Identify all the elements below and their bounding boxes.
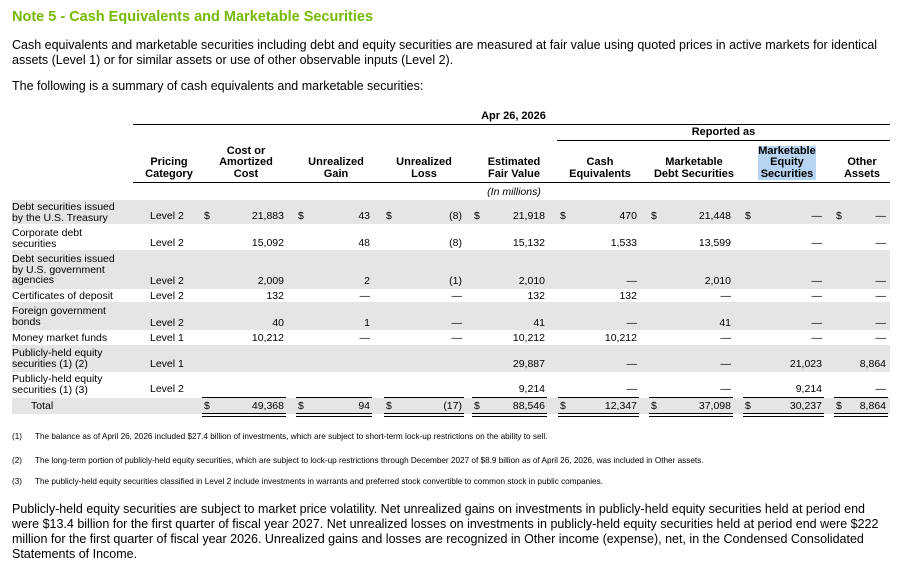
pricing-category-cell: Level 2 [150,275,184,287]
gain-cell: 43 [358,210,370,222]
footnote [12,432,547,442]
units-label: (In millions) [487,186,541,198]
total-double-rule [296,413,372,417]
pricing-category-cell: Level 2 [150,317,184,329]
mds-cell: 21,448 [698,210,731,222]
loss-cell: (8) [449,210,462,222]
col-header-fair-value: Estimated Fair Value [487,156,541,180]
fair-cell: 132 [527,290,545,302]
total-double-rule [202,413,286,417]
currency-symbol: $ [386,400,392,412]
col-header-marketable-equity[interactable]: Marketable Equity Securities [758,144,816,180]
fair-cell: 9,214 [518,383,545,395]
currency-symbol: $ [651,400,657,412]
total-mes-cell: 30,237 [789,400,822,412]
total-double-rule [558,413,639,417]
fair-cell: 21,918 [512,210,545,222]
currency-symbol: $ [836,210,842,222]
fair-cell: 41 [533,317,545,329]
other-cell: — [875,275,886,287]
currency-symbol: $ [560,400,566,412]
footnote-number: (2) [12,456,23,465]
cost-cell: 21,883 [251,210,284,222]
total-double-rule [834,413,888,417]
other-cell: — [875,383,886,395]
currency-symbol: $ [560,210,566,222]
gain-cell: — [359,332,370,344]
cost-cell: 2,009 [257,275,284,287]
mes-cell: — [811,332,822,344]
row-label: Debt securities issued by U.S. government agencies [12,253,115,286]
pricing-category-cell: Level 2 [150,210,184,222]
mes-cell: — [811,290,822,302]
total-gain-cell: 94 [358,400,370,412]
cash-cell: 470 [619,210,637,222]
gain-cell: — [359,290,370,302]
cash-cell: — [626,317,637,329]
subtotal-rule [649,397,733,398]
total-mds-cell: 37,098 [698,400,731,412]
subtotal-rule [834,397,888,398]
reported-as-rule [557,140,890,141]
other-cell: — [875,317,886,329]
mes-cell: — [811,237,822,249]
total-cash-cell: 12,347 [604,400,637,412]
cash-cell: — [626,358,637,370]
other-cell: 8,864 [859,358,886,370]
mds-cell: — [720,383,731,395]
footnote-number: (1) [12,432,23,441]
other-cell: — [875,237,886,249]
mes-cell: 21,023 [789,358,822,370]
row-label: Foreign government bonds [12,305,106,328]
subtotal-rule [743,397,824,398]
mes-cell: — [811,317,822,329]
other-cell: — [875,332,886,344]
subtotal-rule [384,397,464,398]
mds-cell: 13,599 [698,237,731,249]
note-title: Note 5 - Cash Equivalents and Marketable Securities [12,9,374,25]
cost-cell: 15,092 [251,237,284,249]
footnote-text: The publicly-held equity securities classified in Level 2 include investments in warrants and preferred stock convertible to common stock in public companies. [35,477,603,486]
footnote-text: The balance as of April 26, 2026 included $27.4 billion of investments, which are subject to short-term lock-up restrictions on the ability to sell. [35,432,548,441]
row-label: Money market funds [12,332,108,344]
loss-cell: — [451,332,462,344]
subtotal-rule [296,397,372,398]
mes-cell: 9,214 [795,383,822,395]
header-rule [133,124,890,125]
other-cell: — [875,210,886,222]
pricing-category-cell: Level 2 [150,383,184,395]
date-header: Apr 26, 2026 [481,110,546,122]
footnote-text: The long-term portion of publicly-held equity securities, which are subject to lock-up restrictions through December 2027 of $8.9 billion as of April 26, 2026, was included in Other assets. [35,456,704,465]
total-label: Total [31,400,54,412]
row-label: Corporate debt securities [12,227,83,250]
cash-cell: 132 [619,290,637,302]
total-double-rule [649,413,733,417]
currency-symbol: $ [204,210,210,222]
row-label: Debt securities issued by the U.S. Treasury [12,201,115,224]
fair-cell: 15,132 [512,237,545,249]
gain-cell: 48 [358,237,370,249]
fair-cell: 29,887 [512,358,545,370]
mds-cell: 2,010 [704,275,731,287]
intro-paragraph: Cash equivalents and marketable securities including debt and equity securities are measured at fair value using quoted prices in active markets for identical assets (Level 1) or for similar assets or use of other observable inputs (Level 2). [12,38,878,67]
currency-symbol: $ [836,400,842,412]
cost-cell: 40 [272,317,284,329]
loss-cell: (1) [449,275,462,287]
gain-cell: 1 [364,317,370,329]
cash-cell: 1,533 [610,237,637,249]
other-cell: — [875,290,886,302]
cost-cell: 10,212 [251,332,284,344]
mds-cell: — [720,358,731,370]
currency-symbol: $ [474,400,480,412]
subtotal-rule [558,397,639,398]
currency-symbol: $ [745,210,751,222]
cost-cell: 132 [266,290,284,302]
subtotal-rule [202,397,286,398]
summary-sentence: The following is a summary of cash equivalents and marketable securities: [12,79,424,93]
footnote-number: (3) [12,477,23,486]
fair-cell: 10,212 [512,332,545,344]
col-header-cost: Cost or Amortized Cost [219,144,273,180]
pricing-category-cell: Level 1 [150,358,184,370]
row-label: Publicly-held equity securities (1) (3) [12,373,103,396]
total-double-rule [743,413,824,417]
cash-cell: — [626,275,637,287]
mds-cell: 41 [719,317,731,329]
total-loss-cell: (17) [443,400,462,412]
currency-symbol: $ [298,210,304,222]
loss-cell: — [451,290,462,302]
pricing-category-cell: Level 1 [150,332,184,344]
reported-as-header: Reported as [691,126,756,138]
footnote [12,456,704,466]
cash-cell: 10,212 [604,332,637,344]
currency-symbol: $ [298,400,304,412]
closing-paragraph: Publicly-held equity securities are subject to market price volatility. Net unrealized gains on investments in publicly-held equity securities held at period end were $13.4 billion for the first quarter of fiscal year 2027. Net unrealized losses on investments in publicly-held equity securities held at period end were $222 million for the first quarter of fiscal year 2026. Unrealized gains and losses are recognized in Other income (expense), net, in the Condensed Consolidated Statements of Income. [12,502,879,561]
total-double-rule [472,413,547,417]
subtotal-rule [472,397,547,398]
row-label: Certificates of deposit [12,290,113,302]
loss-cell: (8) [449,237,462,249]
gain-cell: 2 [364,275,370,287]
col-header-gain: Unrealized Gain [308,156,364,180]
loss-cell: — [451,317,462,329]
row-label: Publicly-held equity securities (1) (2) [12,347,103,370]
mds-cell: — [720,332,731,344]
col-header-loss: Unrealized Loss [396,156,452,180]
total-other-cell: 8,864 [859,400,886,412]
cash-cell: — [626,383,637,395]
fair-cell: 2,010 [518,275,545,287]
pricing-category-cell: Level 2 [150,290,184,302]
col-header-cash-equivalents: Cash Equivalents [569,156,631,180]
mes-cell: — [811,210,822,222]
total-fair-cell: 88,546 [512,400,545,412]
col-header-marketable-debt: Marketable Debt Securities [653,156,735,180]
currency-symbol: $ [204,400,210,412]
footnote [12,477,603,487]
currency-symbol: $ [474,210,480,222]
pricing-category-cell: Level 2 [150,237,184,249]
col-header-pricing: Pricing Category [145,156,193,180]
mds-cell: — [720,290,731,302]
mes-cell: — [811,275,822,287]
col-header-other-assets: Other Assets [843,156,881,180]
total-double-rule [384,413,464,417]
currency-symbol: $ [651,210,657,222]
currency-symbol: $ [745,400,751,412]
header-bottom-rule [133,182,890,183]
currency-symbol: $ [386,210,392,222]
total-cost-cell: 49,368 [251,400,284,412]
